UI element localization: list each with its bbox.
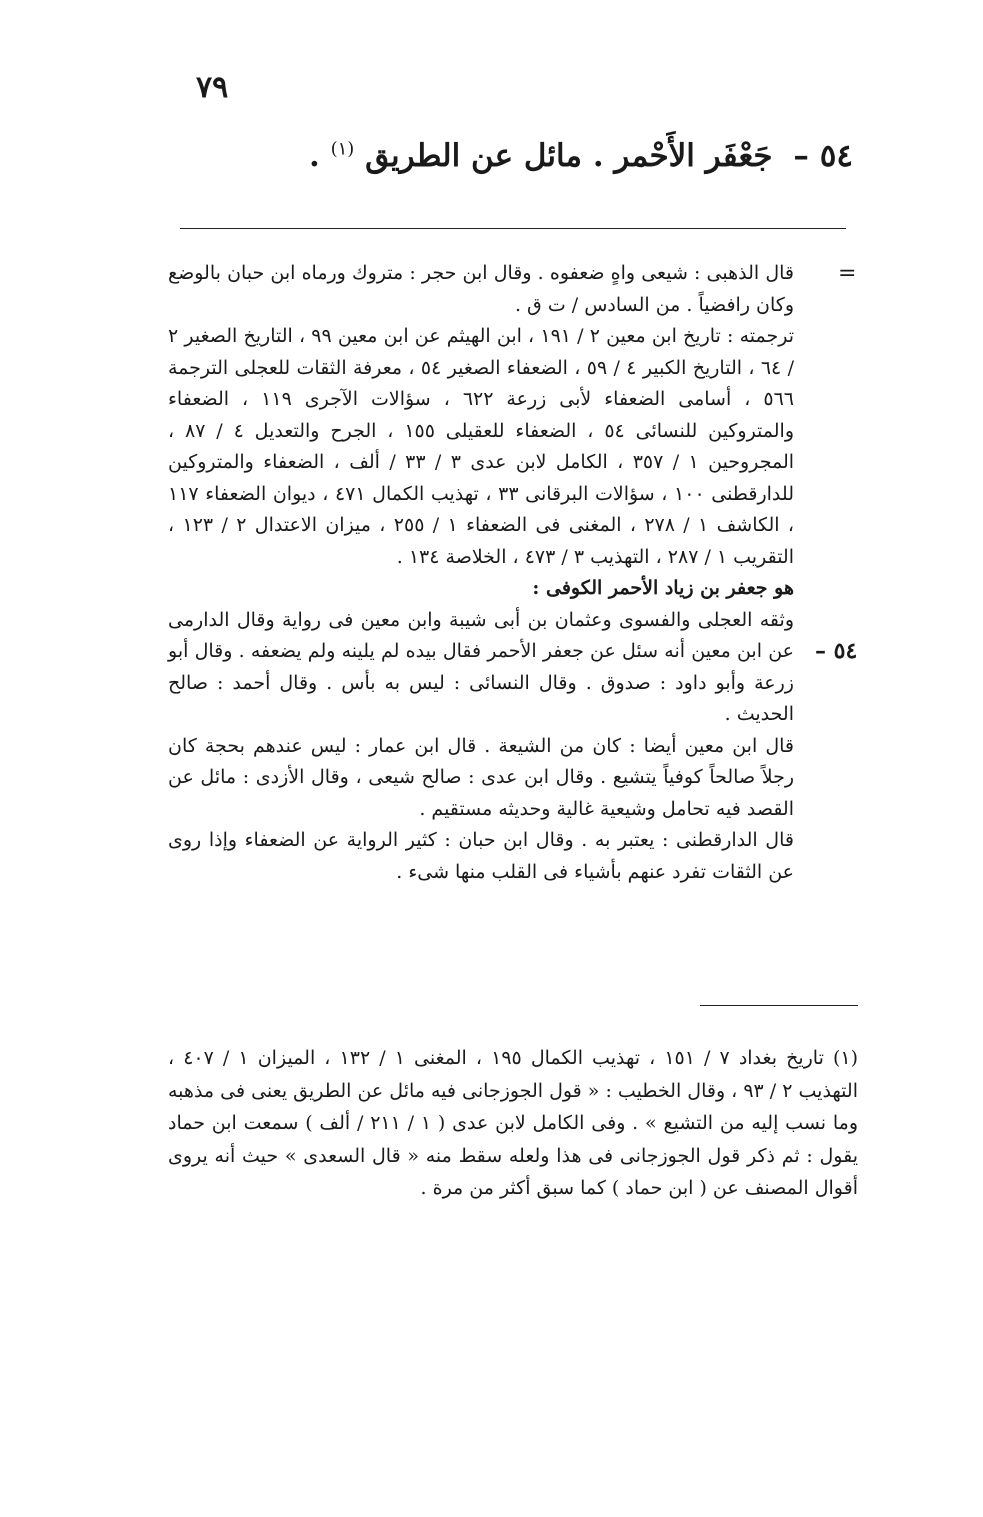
footnote [168, 1042, 858, 1205]
note-paragraph-daraqutni: قال الدارقطنى : يعتبر به . وقال ابن حبان : كثير الرواية عن الضعفاء وإذا روى عن الثقات تفرد عنهم بأشياء فى القلب منها شىء . [168, 829, 794, 883]
note-paragraph-sources: ترجمته : تاريخ ابن معين ٢ / ١٩١ ، ابن الهيثم عن ابن معين ٩٩ ، التاريخ الصغير ٢ / ٦٤ ، التاريخ الكبير ٤ / ٥٩ ، الضعفاء الصغير ٥٤ ، معرفة الثقات للعجلى الترجمة ٥٦٦ ، أسامى الضعفاء لأبى زرعة ٦٢٢ ، سؤالات الآجرى ١١٩ ، الضعفاء والمتروكين للنسائى ٥٤ ، الضعفاء للعقيلى ١٥٥ ، الجرح والتعديل ٤ / ٨٧ ، المجروحين ١ / ٣٥٧ ، الكامل لابن عدى ٣ / ٣٣ / ألف ، الضعفاء والمتروكين للدارقطنى ١٠٠ ، سؤالات البرقانى ٣٣ ، تهذيب الكمال ٤٧١ ، ديوان الضعفاء ١١٧ ، الكاشف ١ / ٢٧٨ ، المغنى فى الضعفاء ١ / ٢٥٥ ، ميزان الاعتدال ٢ / ١٢٣ ، التقريب ١ / ٢٨٧ ، التهذيب ٣ / ٤٧٣ ، الخلاصة ١٣٤ . [168, 325, 795, 568]
footnote-divider [700, 1005, 858, 1006]
heading-end: . [309, 138, 320, 174]
entry-number: ٥٤ – [815, 638, 858, 664]
entry-heading [153, 138, 853, 174]
note-paragraph-dhahabi: قال الذهبى : شيعى واهٍ ضعفوه . وقال ابن حجر : متروك ورماه ابن حبان بالوضع وكان رافضياً . من السادس / ت ق . [168, 262, 794, 316]
footnote-reference: (١) [330, 138, 355, 160]
page-number: ٧٩ [196, 70, 229, 105]
note-paragraph-tawthiq: وثقه العجلى والفسوى وعثمان بن أبى شيبة وابن معين فى رواية وقال الدارمى عن ابن معين أنه سئل عن جعفر الأحمر فقال بيده لم يلينه ولم يضعفه . وقال أبو زرعة وأبو داود : صدوق . وقال النسائى : ليس به بأس . وقال أحمد : صالح الحديث . [168, 608, 794, 725]
entry-title: هو جعفر بن زياد الأحمر الكوفى : [532, 577, 794, 599]
footnote-text: (١) تاريخ بغداد ٧ / ١٥١ ، تهذيب الكمال ١٩٥ ، المغنى ١ / ١٣٢ ، الميزان ١ / ٤٠٧ ، التهذيب ٢ / ٩٣ ، وقال الخطيب : « قول الجوزجانى فيه مائل عن الطريق يعنى فى مذهبه وما نسب إليه من التشيع » . وفى الكامل لابن عدى ( ١ / ٢١١ / ألف ) سمعت ابن حماد يقول : ثم ذكر قول الجوزجانى فى هذا ولعله سقط منه « قال السعدى » حيث أنه يروى أقوال المصنف عن ( ابن حماد ) كما سبق أكثر من مرة . [168, 1047, 859, 1199]
commentary-notes [168, 258, 794, 888]
continuation-marker: = [838, 261, 857, 286]
note-paragraph-tashayyu: قال ابن معين أيضا : كان من الشيعة . قال ابن عمار : ليس عندهم بحجة كان رجلاً صالحاً كوفياً يتشيع . وقال ابن عدى : صالح شيعى ، وقال الأزدى : مائل عن القصد فيه تحامل وشيعية غالية وحديثه مستقيم . [168, 734, 794, 820]
heading-text: جَعْفَر الأَحْمر . مائل عن الطريق [365, 138, 773, 174]
top-divider [180, 228, 846, 229]
heading-number: ٥٤ – [793, 138, 853, 174]
